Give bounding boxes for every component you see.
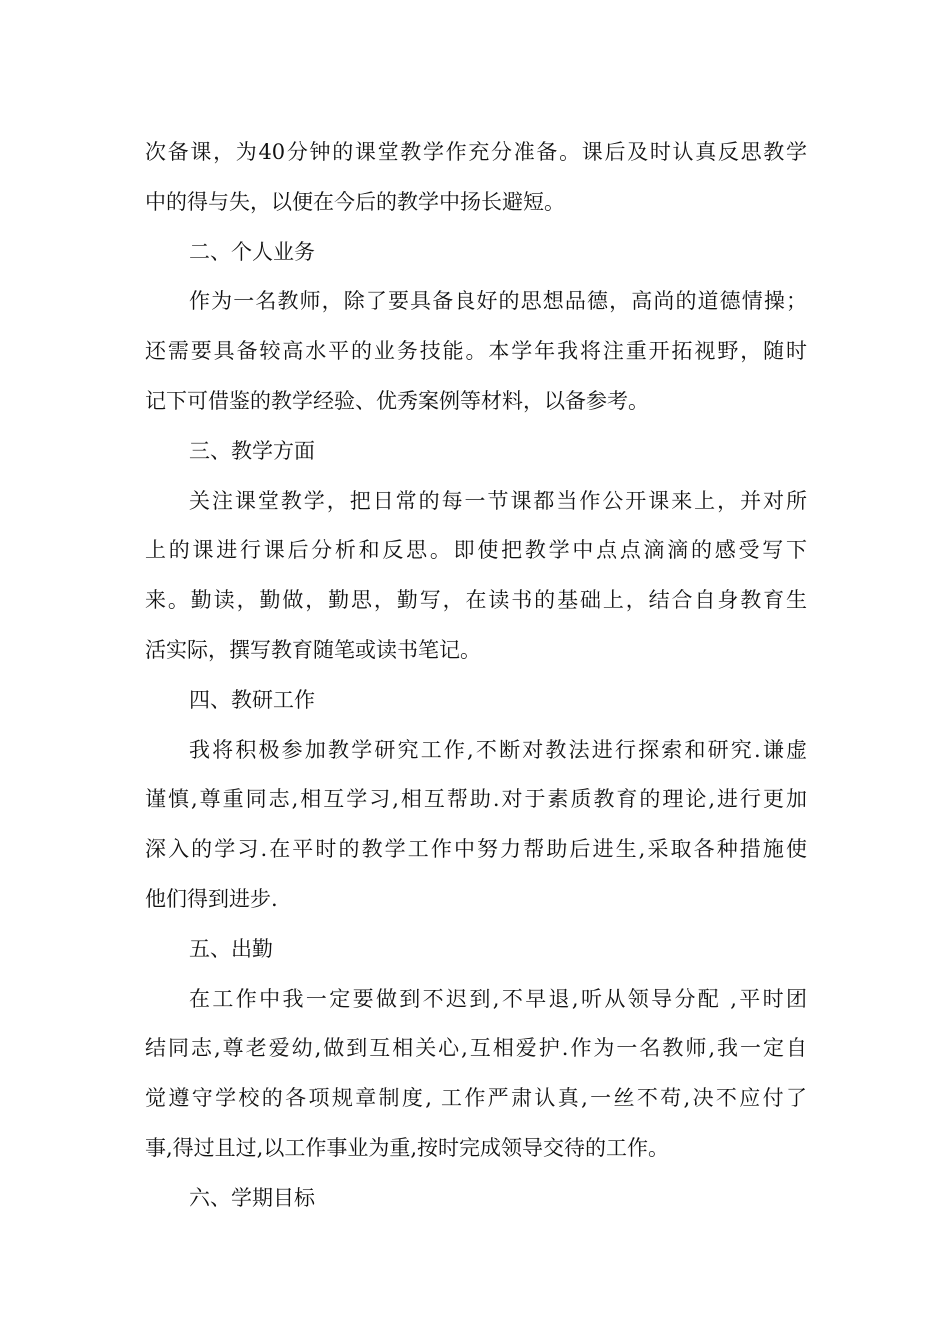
paragraph-line: 深入的学习.在平时的教学工作中努力帮助后进生,采取各种措施使 xyxy=(145,837,807,862)
paragraph-line: 来。勤读，勤做，勤思，勤写，在读书的基础上，结合自身教育生 xyxy=(145,588,807,613)
paragraph-line: 在工作中我一定要做到不迟到,不早退,听从领导分配 ,平时团 xyxy=(189,986,807,1011)
paragraph-line: 我将积极参加教学研究工作,不断对教法进行探索和研究.谦虚 xyxy=(189,737,807,762)
paragraph-line: 觉遵守学校的各项规章制度, 工作严肃认真,一丝不苟,决不应付了 xyxy=(145,1086,807,1111)
paragraph-line: 还需要具备较高水平的业务技能。本学年我将注重开拓视野，随时 xyxy=(145,339,807,364)
paragraph-line: 次备课，为40分钟的课堂教学作充分准备。课后及时认真反思教学 xyxy=(145,140,807,164)
paragraph-line: 上的课进行课后分析和反思。即使把教学中点点滴滴的感受写下 xyxy=(145,538,807,563)
section-heading: 五、出勤 xyxy=(189,936,273,961)
paragraph-line: 结同志,尊老爱幼,做到互相关心,互相爱护.作为一名教师,我一定自 xyxy=(145,1036,807,1061)
paragraph-line: 中的得与失，以便在今后的教学中扬长避短。 xyxy=(145,189,565,214)
section-heading: 二、个人业务 xyxy=(189,239,315,264)
section-heading: 三、教学方面 xyxy=(189,438,315,463)
paragraph-line: 他们得到进步. xyxy=(145,886,278,911)
document-body xyxy=(145,128,807,1224)
section-heading: 六、学期目标 xyxy=(189,1185,315,1210)
section-heading: 四、教研工作 xyxy=(189,687,315,712)
paragraph-line: 作为一名教师，除了要具备良好的思想品德，高尚的道德情操； xyxy=(189,289,807,314)
paragraph-line: 关注课堂教学，把日常的每一节课都当作公开课来上，并对所 xyxy=(189,488,807,513)
paragraph-line: 事,得过且过,以工作事业为重,按时完成领导交待的工作。 xyxy=(145,1135,670,1160)
paragraph-line: 谨慎,尊重同志,相互学习,相互帮助.对于素质教育的理论,进行更加 xyxy=(145,787,807,812)
paragraph-line: 记下可借鉴的教学经验、优秀案例等材料，以备参考。 xyxy=(145,388,649,413)
paragraph-line: 活实际，撰写教育随笔或读书笔记。 xyxy=(145,637,481,662)
